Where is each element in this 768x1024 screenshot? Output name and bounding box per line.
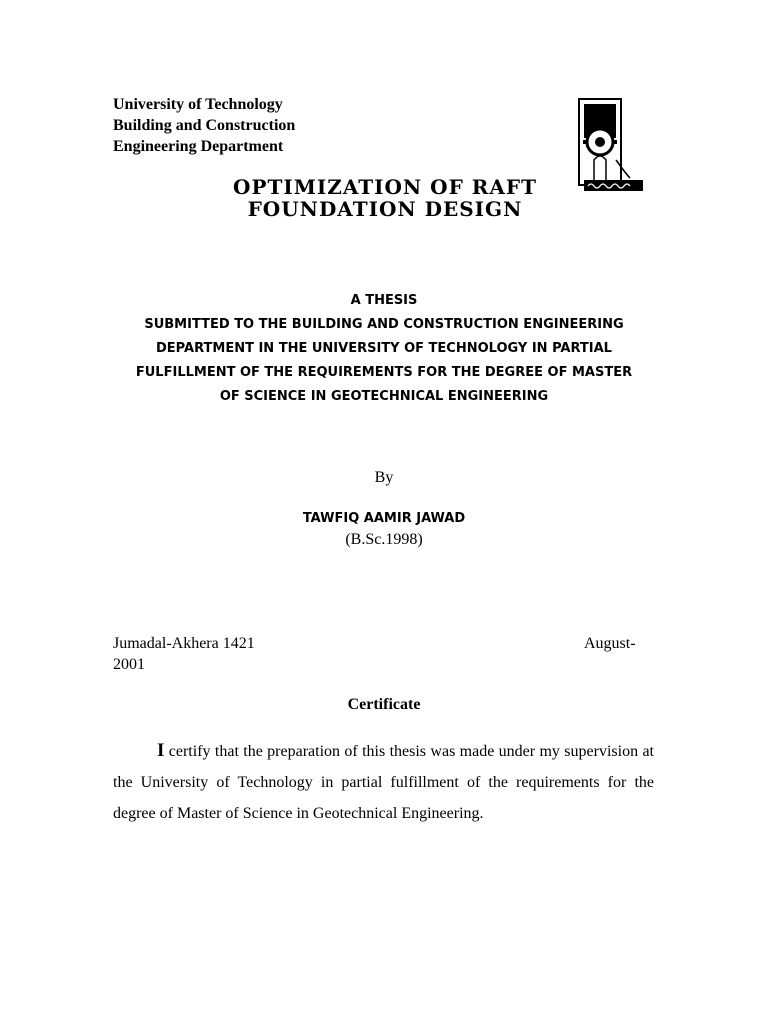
thesis-title-line-2: FOUNDATION DESIGN [247, 197, 523, 221]
department-line-3: Engineering Department [113, 138, 284, 155]
gregorian-date-month: August- [584, 635, 636, 652]
certificate-heading: Certificate [347, 696, 421, 713]
author-degree: (B.Sc.1998) [345, 531, 423, 548]
submission-statement [100, 289, 668, 409]
department-header [113, 94, 295, 157]
certificate-text [113, 735, 654, 829]
submission-line-4: FULFILLMENT OF THE REQUIREMENTS FOR THE DEGREE OF MASTER [135, 365, 633, 380]
author-name: TAWFIQ AAMIR JAWAD [302, 511, 466, 526]
by-label: By [374, 469, 394, 486]
gregorian-date-year: 2001 [113, 656, 145, 673]
submission-line-2: SUBMITTED TO THE BUILDING AND CONSTRUCTION ENGINEERING [144, 317, 624, 332]
thesis-title-line-1: OPTIMIZATION OF RAFT [233, 175, 537, 199]
institution-name: University of Technology [113, 96, 283, 113]
thesis-title [150, 176, 620, 220]
hijri-date: Jumadal-Akhera 1421 [113, 635, 255, 652]
department-line-2: Building and Construction [113, 117, 296, 134]
certificate-body: certify that the preparation of this thesis was made under my supervision at the University of Technology in partial fulfillment of the requirements for the degree of Master of Science in Geotechnical Engineering. [113, 743, 654, 822]
submission-line-1: A THESIS [350, 293, 418, 308]
certificate-first-letter: I [157, 740, 165, 761]
submission-line-5: OF SCIENCE IN GEOTECHNICAL ENGINEERING [219, 389, 549, 404]
submission-line-3: DEPARTMENT IN THE UNIVERSITY OF TECHNOLOGY IN PARTIAL [156, 341, 612, 356]
